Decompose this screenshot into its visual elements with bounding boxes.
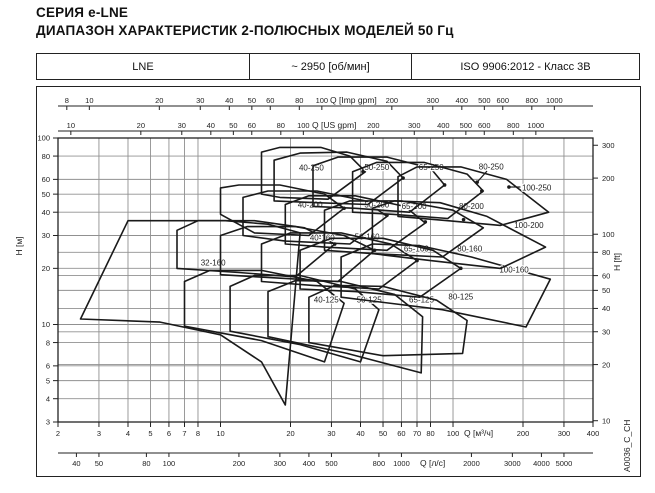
title-line-range: ДИАПАЗОН ХАРАКТЕРИСТИК 2-ПОЛЮСНЫХ МОДЕЛЕЙ 50 Гц — [36, 23, 454, 38]
svg-text:800: 800 — [525, 96, 539, 105]
svg-text:Q [US gpm]: Q [US gpm] — [312, 120, 357, 130]
svg-text:4000: 4000 — [533, 459, 550, 468]
envelope-label-65-200: 65-200 — [401, 201, 427, 211]
svg-text:10: 10 — [216, 429, 225, 438]
axis-h-ft — [593, 141, 622, 425]
svg-text:300: 300 — [557, 429, 571, 438]
svg-text:50: 50 — [94, 459, 104, 468]
envelope-label-80-250: 80-250 — [478, 162, 504, 172]
svg-text:800: 800 — [507, 121, 520, 130]
svg-text:Q [л/с]: Q [л/с] — [420, 458, 446, 468]
svg-text:80: 80 — [142, 459, 151, 468]
axis-m3h — [56, 422, 599, 438]
envelope-label-32-160: 32-160 — [200, 258, 226, 268]
svg-text:40: 40 — [72, 459, 81, 468]
svg-text:600: 600 — [478, 121, 491, 130]
svg-text:H [м]: H [м] — [14, 236, 24, 256]
envelope-32-160 — [81, 221, 301, 405]
svg-text:200: 200 — [367, 121, 380, 130]
svg-text:2000: 2000 — [463, 459, 480, 468]
svg-text:80: 80 — [41, 151, 50, 161]
svg-text:600: 600 — [496, 96, 510, 105]
axis-imp-gpm — [58, 95, 593, 110]
svg-text:1000: 1000 — [545, 96, 563, 105]
envelope-label-100-250: 100-250 — [521, 183, 552, 193]
svg-text:300: 300 — [408, 121, 421, 130]
svg-text:Q [Imp gpm]: Q [Imp gpm] — [330, 95, 377, 105]
svg-text:H [ft]: H [ft] — [612, 253, 622, 271]
svg-text:20: 20 — [286, 429, 295, 438]
svg-text:200: 200 — [516, 429, 530, 438]
svg-text:60: 60 — [247, 121, 256, 130]
envelope-label-50-200: 50-200 — [364, 200, 390, 210]
svg-text:40: 40 — [356, 429, 365, 438]
svg-text:2: 2 — [55, 429, 61, 438]
svg-text:400: 400 — [586, 429, 600, 438]
envelope-50-250 — [274, 152, 403, 204]
svg-text:3000: 3000 — [504, 459, 521, 468]
svg-text:300: 300 — [273, 459, 287, 468]
svg-text:8: 8 — [195, 429, 201, 438]
svg-text:8: 8 — [45, 338, 50, 348]
svg-text:20: 20 — [136, 121, 146, 130]
svg-text:20: 20 — [155, 96, 164, 105]
svg-text:60: 60 — [602, 271, 611, 281]
svg-text:1000: 1000 — [527, 121, 545, 130]
envelope-label-65-160: 65-160 — [403, 244, 429, 254]
svg-text:10: 10 — [602, 416, 611, 426]
header-cell-series: LNE — [37, 54, 250, 79]
svg-text:50: 50 — [229, 121, 238, 130]
svg-text:100: 100 — [297, 121, 310, 130]
svg-text:1000: 1000 — [393, 459, 410, 468]
svg-text:4: 4 — [125, 429, 131, 438]
envelope-label-65-250: 65-250 — [418, 162, 444, 172]
svg-text:Q [м³/ч]: Q [м³/ч] — [464, 428, 494, 438]
envelope-label-40-125: 40-125 — [313, 295, 339, 305]
envelope-label-80-160: 80-160 — [457, 244, 483, 254]
svg-text:200: 200 — [232, 459, 246, 468]
svg-text:100: 100 — [315, 96, 329, 105]
svg-text:300: 300 — [602, 140, 615, 150]
svg-text:500: 500 — [478, 96, 491, 105]
envelope-label-50-125: 50-125 — [356, 295, 382, 305]
svg-text:5000: 5000 — [555, 459, 573, 468]
svg-text:5: 5 — [148, 429, 153, 438]
envelope-label-100-160: 100-160 — [499, 265, 529, 275]
svg-text:30: 30 — [602, 327, 611, 337]
svg-text:30: 30 — [196, 96, 205, 105]
svg-text:50: 50 — [602, 286, 611, 296]
svg-text:4: 4 — [45, 394, 50, 404]
svg-text:10: 10 — [66, 121, 76, 130]
svg-text:200: 200 — [385, 96, 399, 105]
envelope-label-100-200: 100-200 — [514, 220, 544, 230]
envelope-65-125 — [268, 281, 423, 373]
envelopes — [81, 147, 552, 405]
svg-text:400: 400 — [302, 459, 316, 468]
svg-text:50: 50 — [378, 429, 388, 438]
axis-h-m — [14, 134, 58, 427]
svg-text:60: 60 — [266, 96, 275, 105]
svg-text:30: 30 — [177, 121, 186, 130]
svg-text:60: 60 — [41, 175, 50, 185]
svg-text:7: 7 — [182, 429, 187, 438]
svg-text:300: 300 — [426, 96, 440, 105]
svg-text:100: 100 — [162, 459, 176, 468]
svg-text:40: 40 — [602, 304, 611, 314]
svg-text:80: 80 — [602, 247, 611, 257]
envelope-label-40-160: 40-160 — [309, 233, 335, 243]
svg-text:40: 40 — [41, 207, 50, 217]
svg-text:10: 10 — [85, 96, 94, 105]
envelope-label-50-250: 50-250 — [364, 162, 390, 172]
svg-text:200: 200 — [602, 173, 615, 183]
svg-text:100: 100 — [446, 429, 460, 438]
envelope-label-80-200: 80-200 — [458, 201, 484, 211]
svg-text:50: 50 — [41, 189, 50, 199]
svg-text:5: 5 — [45, 376, 50, 386]
title-line-series: СЕРИЯ e-LNE — [36, 5, 129, 20]
svg-text:800: 800 — [372, 459, 386, 468]
svg-text:20: 20 — [41, 264, 50, 274]
svg-text:500: 500 — [325, 459, 338, 468]
envelope-label-40-250: 40-250 — [298, 163, 324, 173]
svg-text:80: 80 — [295, 96, 304, 105]
svg-text:6: 6 — [45, 361, 50, 371]
svg-text:20: 20 — [602, 360, 611, 370]
svg-text:40: 40 — [225, 96, 234, 105]
svg-text:3: 3 — [96, 429, 102, 438]
svg-text:70: 70 — [412, 429, 422, 438]
envelope-label-40-200: 40-200 — [297, 200, 323, 210]
envelope-label-80-125: 80-125 — [448, 292, 474, 302]
document-code: A0036_C_CH — [622, 419, 632, 472]
svg-text:10: 10 — [41, 320, 50, 330]
svg-text:100: 100 — [602, 229, 615, 239]
svg-text:100: 100 — [37, 133, 50, 143]
envelope-label-50-160: 50-160 — [354, 232, 380, 242]
svg-text:400: 400 — [437, 121, 450, 130]
envelope-label-65-125: 65-125 — [409, 295, 434, 305]
svg-text:30: 30 — [327, 429, 336, 438]
svg-text:6: 6 — [166, 429, 172, 438]
svg-text:400: 400 — [455, 96, 469, 105]
svg-text:500: 500 — [459, 121, 473, 130]
svg-text:80: 80 — [426, 429, 435, 438]
svg-text:60: 60 — [397, 429, 406, 438]
axis-l-s — [58, 453, 593, 468]
svg-text:3: 3 — [45, 417, 50, 427]
axis-us-gpm — [58, 120, 593, 135]
header-cell-standard: ISO 9906:2012 - Класс 3В — [460, 60, 591, 73]
svg-text:30: 30 — [41, 231, 50, 241]
svg-text:80: 80 — [276, 121, 285, 130]
svg-text:40: 40 — [206, 121, 215, 130]
header-cell-speed: ~ 2950 [об/мин] — [250, 54, 412, 79]
svg-text:8: 8 — [64, 96, 69, 105]
svg-text:50: 50 — [247, 96, 257, 105]
